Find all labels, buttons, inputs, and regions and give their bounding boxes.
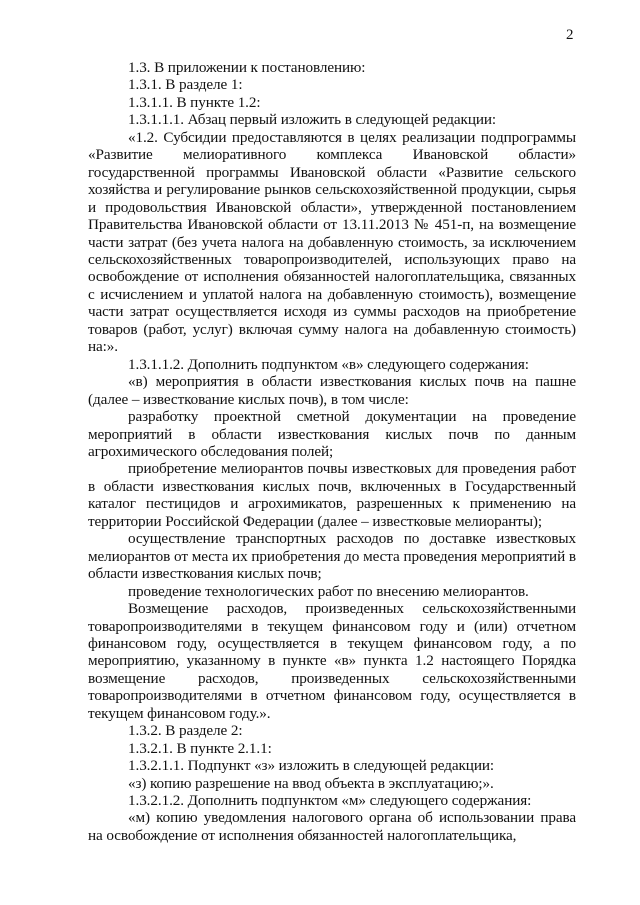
paragraph-item-z: «з) копию разрешение на ввод объекта в эксплуатацию;».: [128, 774, 494, 792]
paragraph-reimbursement: Возмещение расходов, произведенных сельскохозяйственными товаропроизводителями в текущем финансовом году и (или) отчетном финансовом году, осуществляется в текущем финансовом году, а по мероприятию, указанному в пункте «в» пункта 1.2 настоящего Порядка возмещение расходов, произведенных сельскохозяйственными товаропроизводителями в отчетном финансовом году, осуществляется в текущем финансовом году.».: [88, 600, 576, 722]
paragraph-design-docs: разработку проектной сметной документации на проведение мероприятий в области известкования кислых почв по данным агрохимического обследования полей;: [88, 408, 576, 460]
page-number: 2: [566, 27, 574, 43]
paragraph-1-3-1-1-1: 1.3.1.1.1. Абзац первый изложить в следующей редакции:: [128, 111, 497, 129]
paragraph-1-3-2-1-1: 1.3.2.1.1. Подпункт «з» изложить в следующей редакции:: [128, 757, 494, 775]
paragraph-1-3-1-1-2: 1.3.1.1.2. Дополнить подпунктом «в» следующего содержания:: [128, 355, 529, 373]
paragraph-subsidy-1-2: «1.2. Субсидии предоставляются в целях реализации подпрограммы «Развитие мелиоративного комплекса Ивановской области» государственной программы Ивановской области «Развитие сельского хозяйства и регулирование рынков сельскохозяйственной продукции, сырья и продовольствия Ивановской области», утвержденной постановлением Правительства Ивановской области от 13.11.2013 № 451-п, на возмещение части затрат (без учета налога на добавленную стоимость, за исключением сельскохозяйственных товаропроизводителей, использующих право на освобождение от исполнения обязанностей налогоплательщика, связанных с исчислением и уплатой налога на добавленную стоимость), возмещение части затрат осуществляется исходя из суммы расходов на приобретение товаров (работ, услуг) включая сумму налога на добавленную стоимость) на:».: [88, 128, 576, 356]
paragraph-ameliorants-purchase: приобретение мелиорантов почвы известковых для проведения работ в области известкования кислых почв, включенных в Государственный каталог пестицидов и агрохимикатов, разрешенных к применению на территории Российской Федерации (далее – известковые мелиоранты);: [88, 460, 576, 530]
paragraph-1-3-2-1-2: 1.3.2.1.2. Дополнить подпунктом «м» следующего содержания:: [128, 792, 532, 810]
paragraph-item-m: «м) копию уведомления налогового органа об использовании права на освобождение от исполнения обязанностей налогоплательщика,: [88, 809, 576, 844]
paragraph-1-3-1-1: 1.3.1.1. В пункте 1.2:: [128, 93, 261, 111]
paragraph-1-3-1: 1.3.1. В разделе 1:: [128, 76, 243, 94]
paragraph-1-3-2: 1.3.2. В разделе 2:: [128, 722, 243, 740]
paragraph-item-v: «в) мероприятия в области известкования кислых почв на пашне (далее – известкование кислых почв), в том числе:: [88, 373, 576, 408]
paragraph-technological-works: проведение технологических работ по внесению мелиорантов.: [128, 582, 529, 600]
document-body: [88, 59, 576, 844]
paragraph-transport: осуществление транспортных расходов по доставке известковых мелиорантов от места их приобретения до места проведения мероприятий в области известкования кислых почв;: [88, 530, 576, 583]
paragraph-1-3-2-1: 1.3.2.1. В пункте 2.1.1:: [128, 739, 272, 757]
paragraph-1-3: 1.3. В приложении к постановлению:: [128, 59, 366, 76]
